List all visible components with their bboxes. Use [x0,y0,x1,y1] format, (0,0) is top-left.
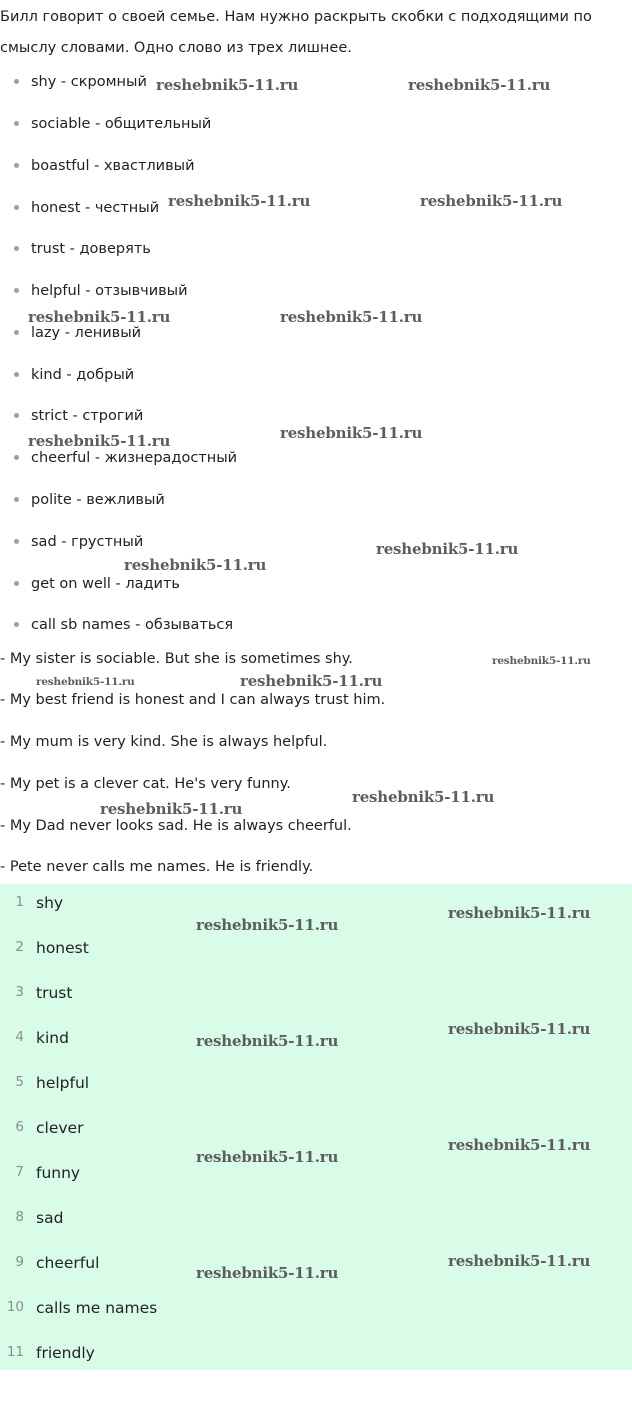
line-number: 5 [15,1074,24,1090]
line-number: 3 [15,984,24,1000]
sentence: - My best friend is honest and I can always trust him. [0,692,386,708]
task-line-1: Билл говорит о своей семье. Нам нужно раскрыть скобки с подходящими по [0,9,592,25]
answer-word: sad [36,1209,64,1227]
bullet-icon [14,330,19,335]
watermark: reshebnik5-11.ru [448,1020,591,1038]
vocab-item: trust - доверять [14,241,151,257]
answer-word: cheerful [36,1254,100,1272]
watermark: reshebnik5-11.ru [352,788,495,806]
line-number: 1 [15,894,24,910]
answer-word: friendly [36,1344,95,1362]
watermark: reshebnik5-11.ru [100,800,243,818]
task-line-2: смыслу словами. Одно слово из трех лишнее. [0,40,352,56]
line-number: 9 [15,1254,24,1270]
watermark: reshebnik5-11.ru [156,76,299,94]
watermark: reshebnik5-11.ru [28,432,171,450]
watermark: reshebnik5-11.ru [376,540,519,558]
sentence: - My pet is a clever cat. He's very funny. [0,776,291,792]
watermark: reshebnik5-11.ru [492,655,591,667]
vocab-item: helpful - отзывчивый [14,283,188,299]
watermark: reshebnik5-11.ru [240,672,383,690]
bullet-icon [14,497,19,502]
bullet-icon [14,246,19,251]
watermark: reshebnik5-11.ru [36,676,135,688]
answer-word: funny [36,1164,81,1182]
bullet-icon [14,622,19,627]
bullet-icon [14,163,19,168]
sentence: - Pete never calls me names. He is friendly. [0,859,314,875]
line-number: 6 [15,1119,24,1135]
answer-word: trust [36,984,73,1002]
vocab-item: call sb names - обзываться [14,617,233,633]
watermark: reshebnik5-11.ru [124,556,267,574]
line-number: 2 [15,939,24,955]
bullet-icon [14,413,19,418]
line-number: 8 [15,1209,24,1225]
watermark: reshebnik5-11.ru [196,1148,339,1166]
answer-list [0,884,632,1370]
watermark: reshebnik5-11.ru [448,1136,591,1154]
line-number: 7 [15,1164,24,1180]
answer-word: honest [36,939,89,957]
answer-word: clever [36,1119,84,1137]
watermark: reshebnik5-11.ru [408,76,551,94]
vocab-item: shy - скромный [14,74,147,90]
bullet-icon [14,455,19,460]
sentence: - My sister is sociable. But she is sometimes shy. [0,651,353,667]
watermark: reshebnik5-11.ru [280,424,423,442]
answer-word: helpful [36,1074,90,1092]
vocab-item: cheerful - жизнерадостный [14,450,237,466]
vocab-item: lazy - ленивый [14,325,141,341]
watermark: reshebnik5-11.ru [28,308,171,326]
vocab-item: sociable - общительный [14,116,211,132]
vocab-item: honest - честный [14,200,159,216]
line-number: 4 [15,1029,24,1045]
watermark: reshebnik5-11.ru [280,308,423,326]
vocab-item: boastful - хвастливый [14,158,195,174]
watermark: reshebnik5-11.ru [168,192,311,210]
vocab-item: strict - строгий [14,408,143,424]
watermark: reshebnik5-11.ru [420,192,563,210]
sentence: - My Dad never looks sad. He is always cheerful. [0,818,352,834]
bullet-icon [14,539,19,544]
vocab-item: polite - вежливый [14,492,165,508]
vocab-item: kind - добрый [14,367,134,383]
watermark: reshebnik5-11.ru [196,916,339,934]
line-number: 10 [6,1299,24,1315]
answer-word: kind [36,1029,69,1047]
bullet-icon [14,288,19,293]
watermark: reshebnik5-11.ru [196,1032,339,1050]
answer-word: calls me names [36,1299,158,1317]
vocab-item: get on well - ладить [14,576,180,592]
sentence: - My mum is very kind. She is always helpful. [0,734,328,750]
watermark: reshebnik5-11.ru [448,904,591,922]
bullet-icon [14,372,19,377]
bullet-icon [14,581,19,586]
vocab-item: sad - грустный [14,534,143,550]
watermark: reshebnik5-11.ru [196,1264,339,1282]
bullet-icon [14,79,19,84]
answer-word: shy [36,894,64,912]
bullet-icon [14,121,19,126]
line-number: 11 [6,1344,24,1360]
bullet-icon [14,205,19,210]
watermark: reshebnik5-11.ru [448,1252,591,1270]
